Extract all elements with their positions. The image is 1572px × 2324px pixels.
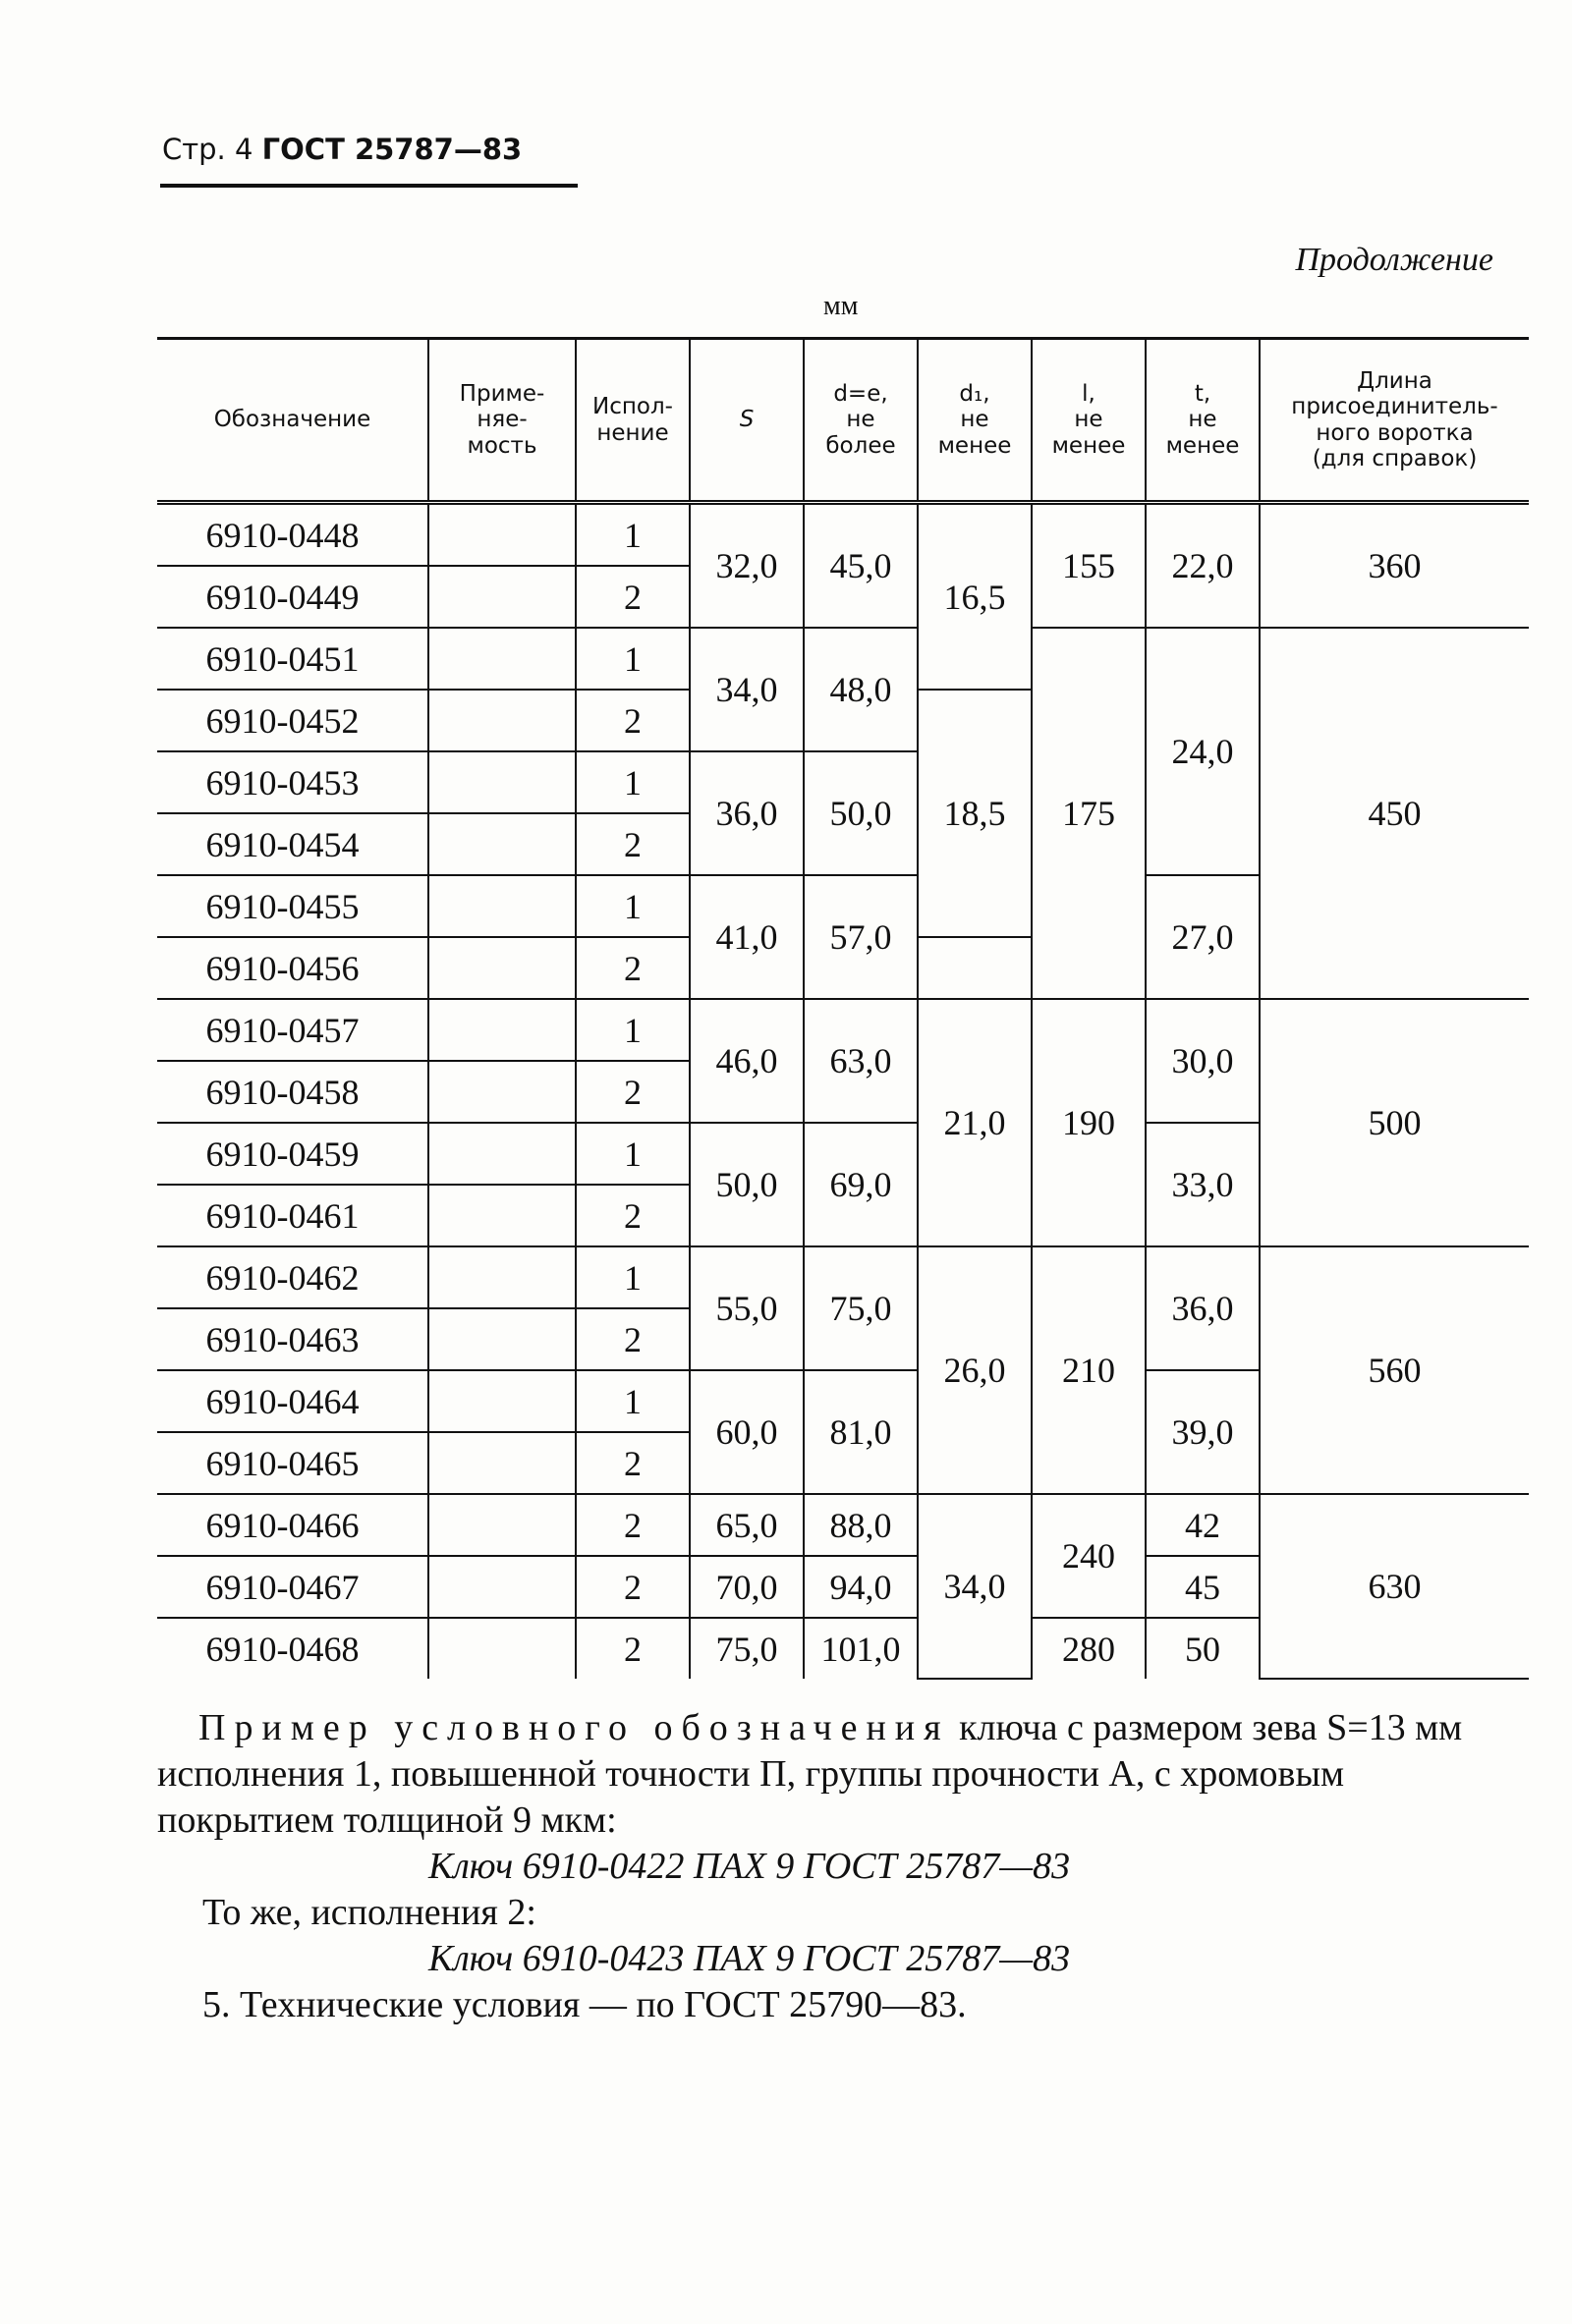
- cell-code: 6910-0454: [157, 813, 428, 875]
- cell-length: 630: [1260, 1494, 1529, 1679]
- cell-version: 1: [576, 999, 690, 1061]
- cell-t: 50: [1146, 1618, 1260, 1679]
- cell-s: 46,0: [690, 999, 804, 1123]
- cell-d-e: 69,0: [804, 1123, 918, 1246]
- cell-applicability: [428, 937, 576, 999]
- cell-s: 34,0: [690, 628, 804, 751]
- cell-applicability: [428, 1123, 576, 1185]
- cell-code: 6910-0459: [157, 1123, 428, 1185]
- cell-length: 500: [1260, 999, 1529, 1246]
- cell-code: 6910-0458: [157, 1061, 428, 1123]
- cell-code: 6910-0453: [157, 751, 428, 813]
- same-version-2: То же, исполнения 2:: [202, 1892, 536, 1933]
- cell-s: 60,0: [690, 1370, 804, 1494]
- cell-length: 560: [1260, 1246, 1529, 1494]
- cell-applicability: [428, 690, 576, 751]
- cell-applicability: [428, 813, 576, 875]
- header-d-e: d=e, не более: [804, 339, 918, 503]
- page-header: [162, 133, 522, 166]
- cell-d-e: 48,0: [804, 628, 918, 751]
- cell-s: 70,0: [690, 1556, 804, 1618]
- cell-d1: 26,0: [918, 1246, 1032, 1494]
- header-rule: [160, 184, 578, 188]
- cell-l: 280: [1032, 1618, 1146, 1679]
- cell-code: 6910-0464: [157, 1370, 428, 1432]
- cell-code: 6910-0461: [157, 1185, 428, 1246]
- cell-s: 32,0: [690, 503, 804, 629]
- cell-s: 41,0: [690, 875, 804, 999]
- cell-code: 6910-0452: [157, 690, 428, 751]
- header-version: Испол- нение: [576, 339, 690, 503]
- header-d1: d₁, не менее: [918, 339, 1032, 503]
- cell-version: 2: [576, 937, 690, 999]
- cell-code: 6910-0466: [157, 1494, 428, 1556]
- cell-s: 65,0: [690, 1494, 804, 1556]
- cell-version: 2: [576, 1185, 690, 1246]
- cell-applicability: [428, 1061, 576, 1123]
- cell-code: 6910-0451: [157, 628, 428, 690]
- cell-code: 6910-0448: [157, 503, 428, 567]
- cell-code: 6910-0457: [157, 999, 428, 1061]
- cell-applicability: [428, 1185, 576, 1246]
- cell-d-e: 63,0: [804, 999, 918, 1123]
- cell-applicability: [428, 1308, 576, 1370]
- cell-t: 42: [1146, 1494, 1260, 1556]
- cell-t: 36,0: [1146, 1246, 1260, 1370]
- cell-l: 155: [1032, 503, 1146, 629]
- cell-applicability: [428, 751, 576, 813]
- cell-d-e: 75,0: [804, 1246, 918, 1370]
- cell-code: 6910-0462: [157, 1246, 428, 1308]
- cell-applicability: [428, 1432, 576, 1494]
- cell-d1: 16,5: [918, 503, 1032, 691]
- header-t: t, не менее: [1146, 339, 1260, 503]
- cell-d-e: 101,0: [804, 1618, 918, 1679]
- cell-version: 2: [576, 1494, 690, 1556]
- spec-table: [157, 337, 1529, 1680]
- cell-version: 2: [576, 566, 690, 628]
- cell-version: 2: [576, 1432, 690, 1494]
- cell-version: 2: [576, 1618, 690, 1679]
- designation-example-2: Ключ 6910-0423 ПАХ 9 ГОСТ 25787—83: [428, 1938, 1071, 1979]
- header-s: S: [690, 339, 804, 503]
- page-label: Стр. 4: [162, 133, 253, 166]
- cell-version: 1: [576, 503, 690, 567]
- header-l: l, не менее: [1032, 339, 1146, 503]
- header-applicability: Приме- няе- мость: [428, 339, 576, 503]
- cell-version: 1: [576, 628, 690, 690]
- example-lead: Пример условного обозначения: [198, 1707, 950, 1748]
- cell-code: 6910-0465: [157, 1432, 428, 1494]
- cell-applicability: [428, 1494, 576, 1556]
- cell-applicability: [428, 628, 576, 690]
- cell-t: 24,0: [1146, 628, 1260, 875]
- cell-applicability: [428, 999, 576, 1061]
- cell-code: 6910-0449: [157, 566, 428, 628]
- cell-version: 2: [576, 690, 690, 751]
- cell-applicability: [428, 875, 576, 937]
- cell-version: 2: [576, 813, 690, 875]
- cell-t: 27,0: [1146, 875, 1260, 999]
- cell-s: 55,0: [690, 1246, 804, 1370]
- cell-version: 1: [576, 751, 690, 813]
- cell-version: 1: [576, 1123, 690, 1185]
- cell-length: 450: [1260, 628, 1529, 999]
- cell-version: 2: [576, 1061, 690, 1123]
- cell-code: 6910-0455: [157, 875, 428, 937]
- cell-l: 175: [1032, 628, 1146, 999]
- continuation-label: Продолжение: [1295, 242, 1493, 278]
- cell-applicability: [428, 1556, 576, 1618]
- cell-t: 45: [1146, 1556, 1260, 1618]
- cell-s: 36,0: [690, 751, 804, 875]
- cell-t: 33,0: [1146, 1123, 1260, 1246]
- cell-version: 1: [576, 875, 690, 937]
- cell-t: 22,0: [1146, 503, 1260, 629]
- cell-d-e: 57,0: [804, 875, 918, 999]
- cell-code: 6910-0456: [157, 937, 428, 999]
- header-length: Длина присоединитель- ного воротка (для справок): [1260, 339, 1529, 503]
- cell-code: 6910-0467: [157, 1556, 428, 1618]
- cell-d-e: 88,0: [804, 1494, 918, 1556]
- cell-applicability: [428, 1246, 576, 1308]
- unit-label: мм: [823, 291, 859, 321]
- cell-applicability: [428, 503, 576, 567]
- cell-version: 2: [576, 1308, 690, 1370]
- cell-version: 1: [576, 1246, 690, 1308]
- cell-applicability: [428, 1618, 576, 1679]
- cell-d1: 34,0: [918, 1494, 1032, 1679]
- cell-l: 190: [1032, 999, 1146, 1246]
- cell-d-e: 94,0: [804, 1556, 918, 1618]
- cell-d-e: 45,0: [804, 503, 918, 629]
- cell-d-e: 50,0: [804, 751, 918, 875]
- designation-example-1: Ключ 6910-0422 ПАХ 9 ГОСТ 25787—83: [428, 1846, 1071, 1887]
- cell-code: 6910-0468: [157, 1618, 428, 1679]
- cell-length: 360: [1260, 503, 1529, 629]
- cell-applicability: [428, 1370, 576, 1432]
- cell-version: 2: [576, 1556, 690, 1618]
- cell-l: 240: [1032, 1494, 1146, 1618]
- example-paragraph: [157, 1705, 1513, 1844]
- cell-d1: 21,0: [918, 999, 1032, 1246]
- cell-code: 6910-0463: [157, 1308, 428, 1370]
- cell-d-e: 81,0: [804, 1370, 918, 1494]
- standard-title: ГОСТ 25787—83: [261, 133, 523, 166]
- item-5: 5. Технические условия — по ГОСТ 25790—83.: [202, 1984, 967, 2025]
- cell-applicability: [428, 566, 576, 628]
- cell-t: 30,0: [1146, 999, 1260, 1123]
- example-rest: ключа с размером зева S=13 мм исполнения 1, повышенной точности П, группы прочности А, с хромовым покрытием толщиной 9 мкм:: [157, 1707, 1463, 1841]
- cell-l: 210: [1032, 1246, 1146, 1494]
- cell-s: 75,0: [690, 1618, 804, 1679]
- cell-d1: 18,5: [918, 690, 1032, 937]
- cell-s: 50,0: [690, 1123, 804, 1246]
- cell-t: 39,0: [1146, 1370, 1260, 1494]
- header-designation: Обозначение: [157, 339, 428, 503]
- cell-version: 1: [576, 1370, 690, 1432]
